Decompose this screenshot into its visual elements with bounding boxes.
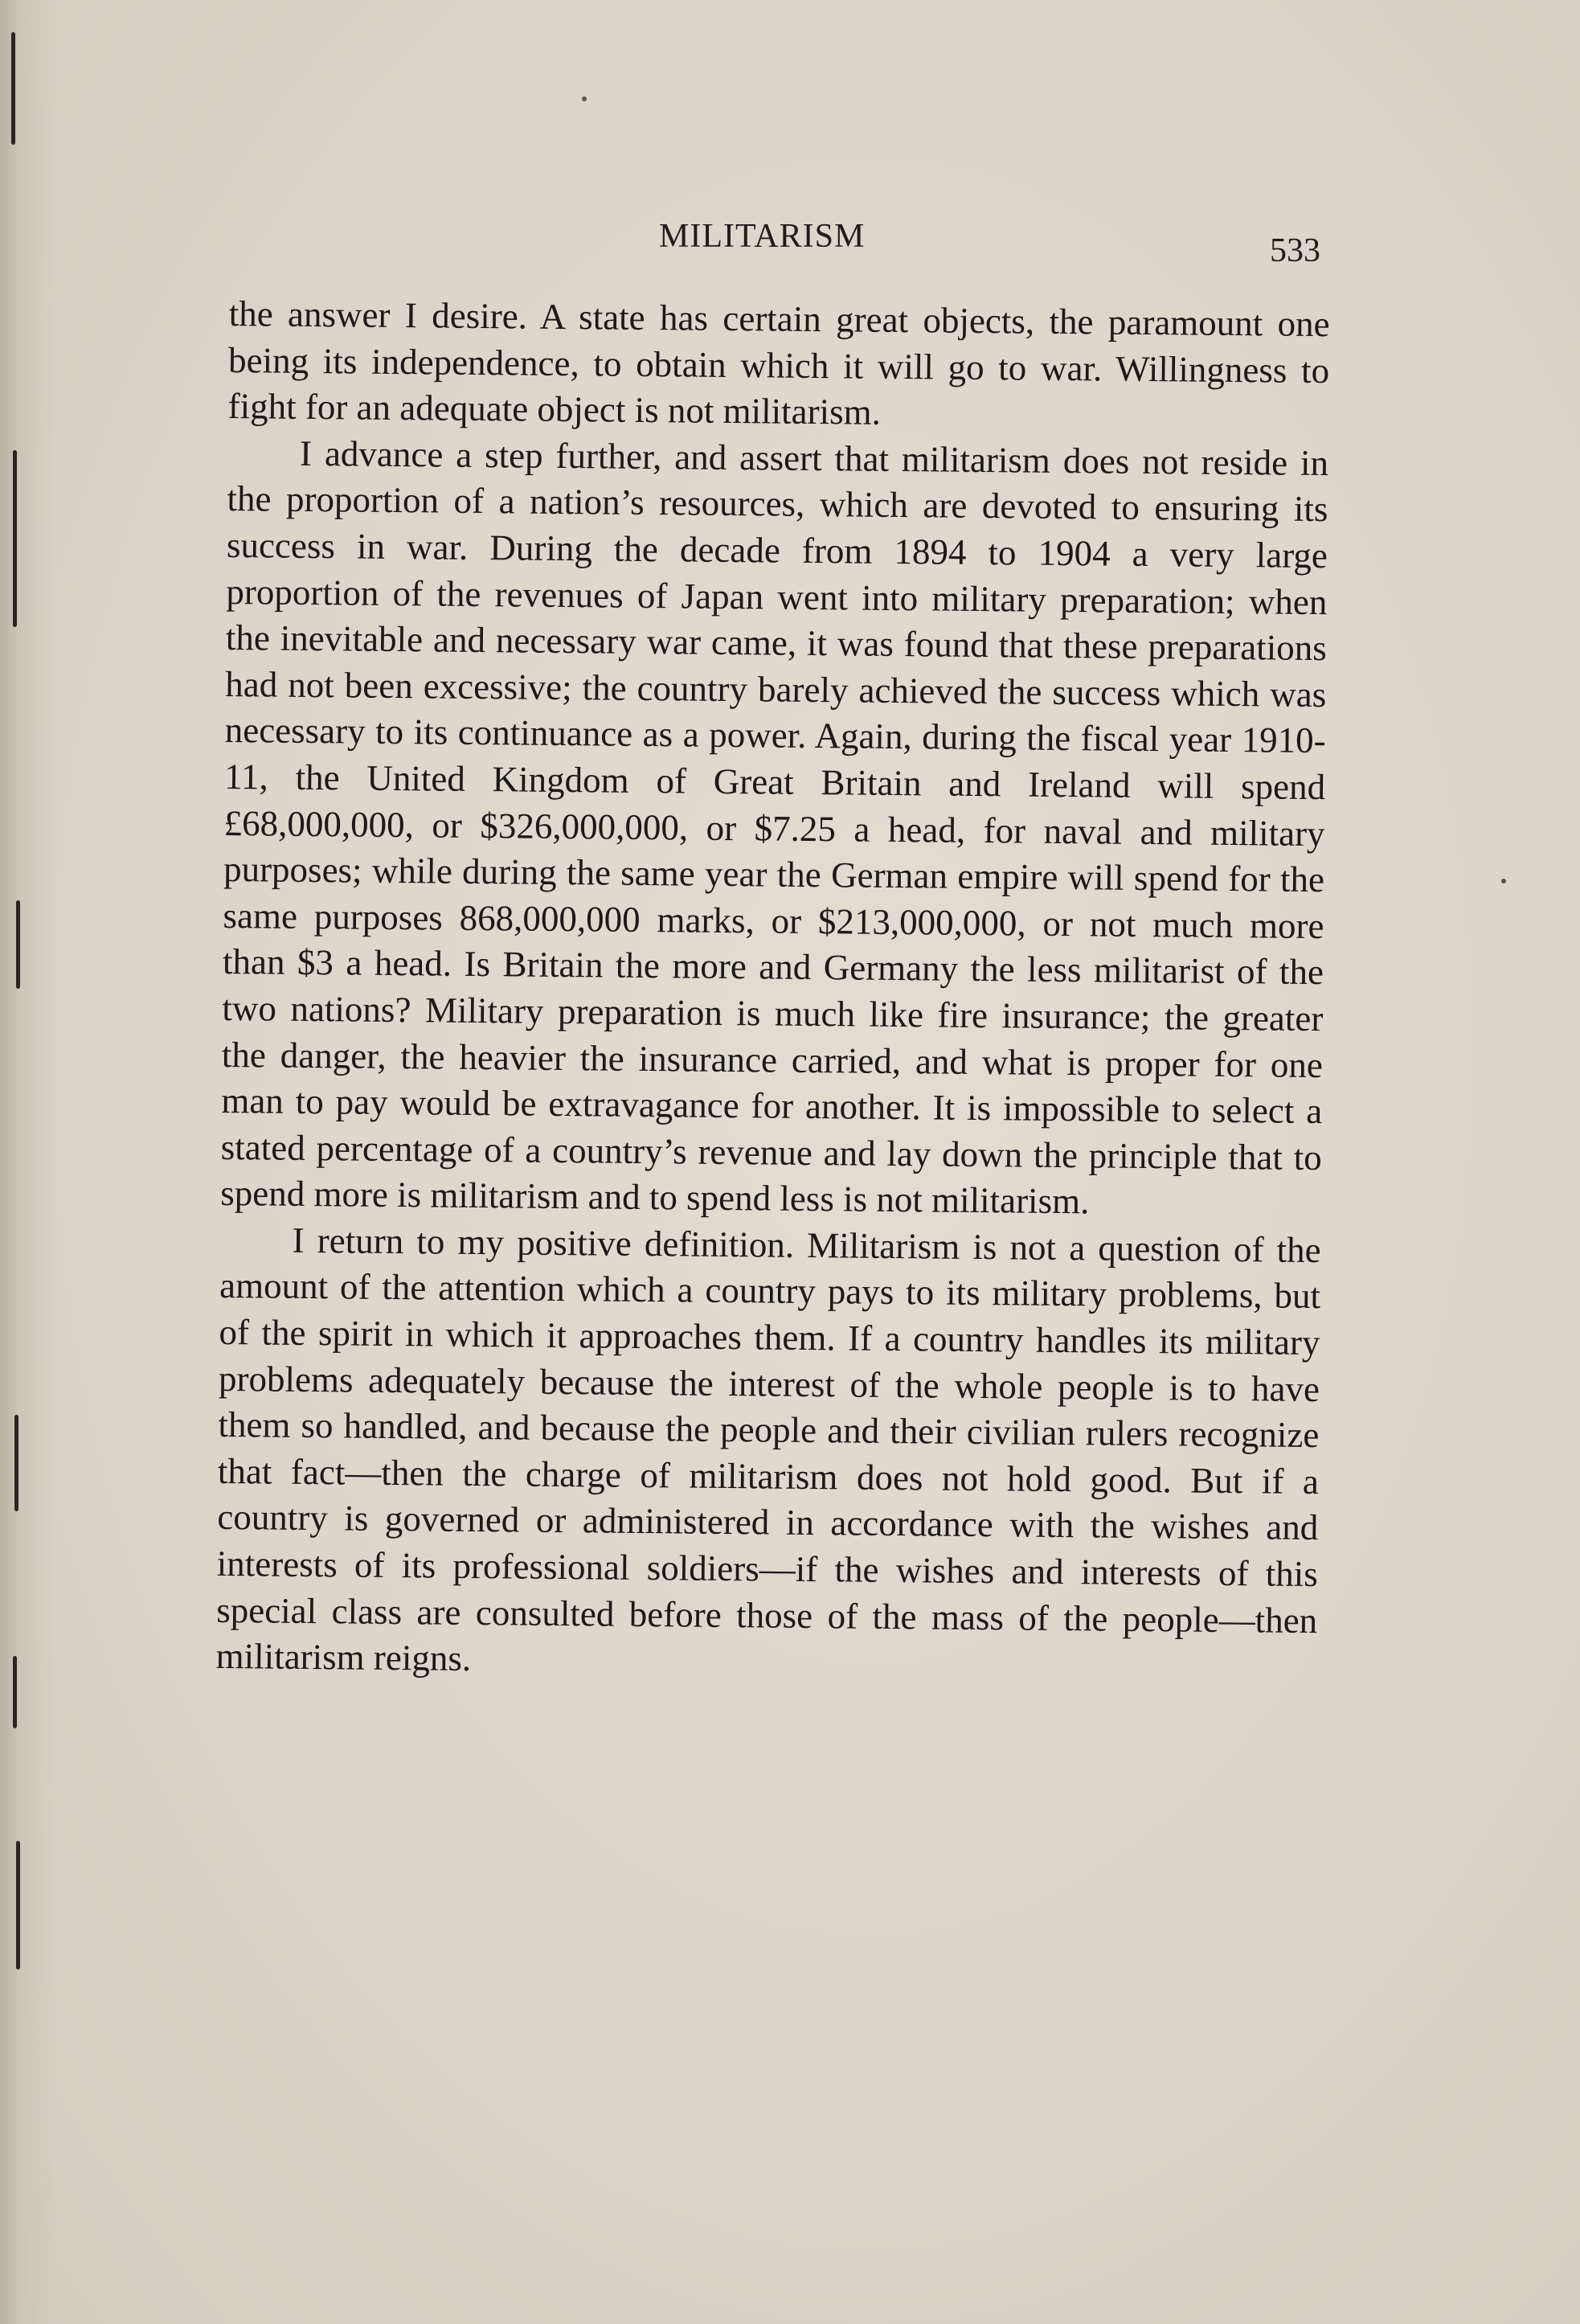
running-title: MILITARISM	[659, 218, 866, 255]
binding-mark	[13, 450, 17, 627]
page-header	[0, 211, 1580, 275]
binding-mark	[16, 900, 20, 989]
binding-mark	[16, 1841, 20, 1969]
binding-mark	[11, 32, 15, 145]
body-text	[215, 291, 1330, 1691]
binding-mark	[14, 1415, 18, 1511]
stray-ink-dot	[582, 96, 587, 101]
paragraph: I return to my positive definition. Militarism is not a question of the amount of the attention which a country pays to its military problems, but of the spirit in which it approaches them. If a country handles its military problems adequately because the interest of the whole people is to have them so handled, and because the people and their civilian rulers recognize that fact—then the charge of militarism does not hold good. But if a country is governed or administered in accordance with the wishes and interests of its professional soldiers—if the wishes and interests of this special class are consulted before those of the mass of the people—then militarism reigns.	[215, 1219, 1321, 1679]
binding-mark	[13, 1656, 17, 1728]
page-number: 533	[1270, 232, 1320, 269]
page-binding-shadow	[0, 0, 56, 2324]
paragraph: the answer I desire. A state has certain great objects, the paramount one being its independence, to obtain which it will go to war. Willingness to fight for an adequate object is not militarism.	[227, 293, 1330, 432]
stray-ink-dot	[1501, 879, 1506, 883]
paragraph: I advance a step further, and assert that militarism does not reside in the proportion of a nation’s resources, which are devoted to ensuring its success in war. During the decade from 1894 to 1904 a very large proportion of the revenues of Japan went into military preparation; when the inevitable and necessary war came, it was found that these preparations had not been excessive; the country barely achieved the success which was necessary to its continuance as a power. Again, during the fiscal year 1910-11, the United Kingdom of Great Britain and Ireland will spend £68,000,000, or $326,000,000, or $7.25 a head, for naval and military purposes; while during the same year the German empire will spend for the same purposes 868,000,000 marks, or $213,000,000, or not much more than $3 a head. Is Britain the more and Germany the less militarist of the two nations? Military preparation is much like fire insurance; the greater the danger, the heavier the insurance carried, and what is proper for one man to pay would be extravagance for another. It is impossible to select a stated percentage of a country’s revenue and lay down the principle that to spend more is militarism and to spend less is not militarism.	[219, 432, 1329, 1222]
